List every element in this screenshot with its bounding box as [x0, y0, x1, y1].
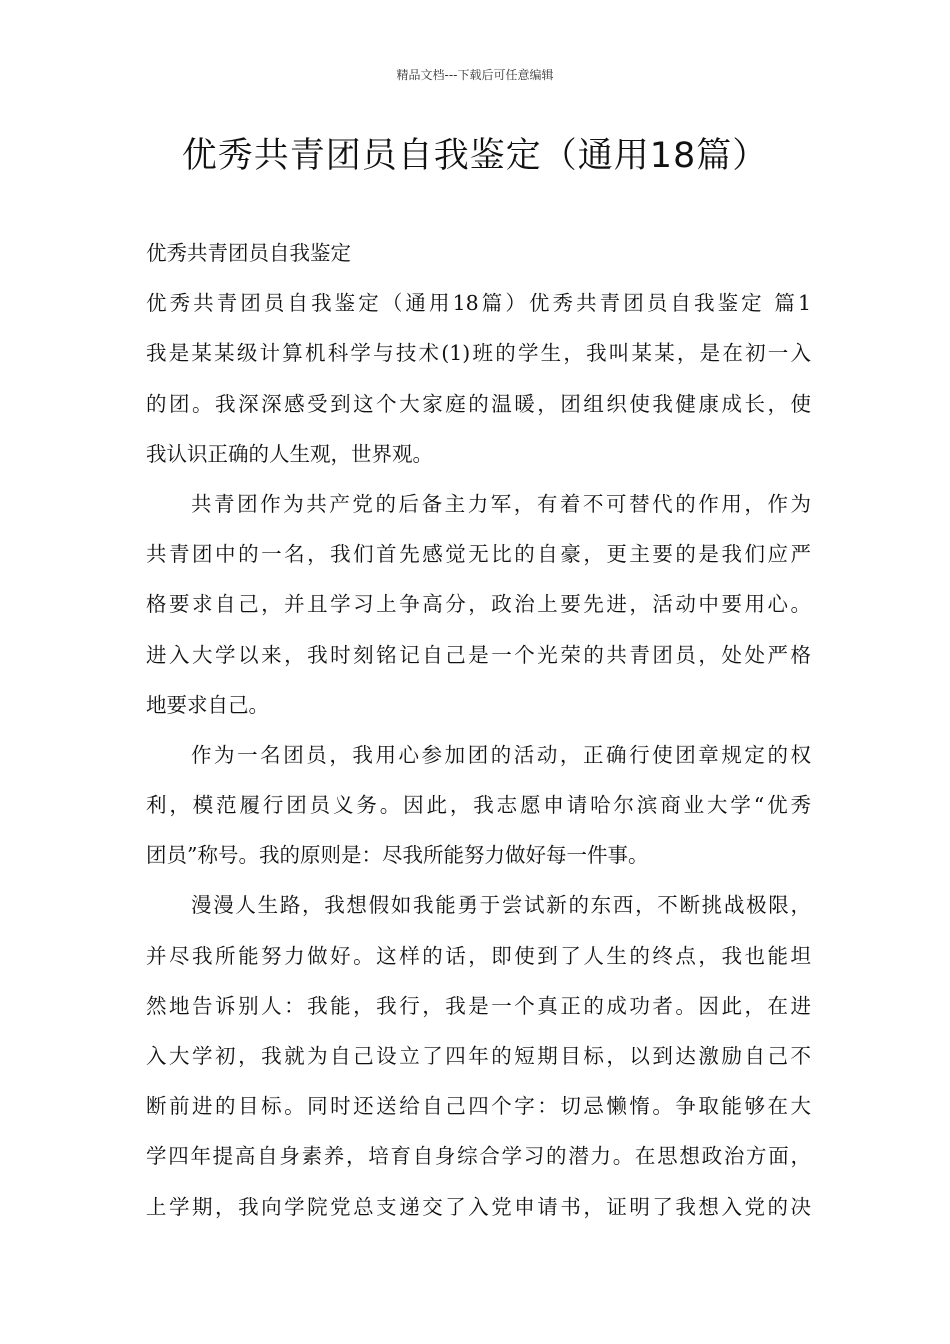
text-line: 断前进的目标。同时还送给自己四个字：切忌懒惰。争取能够在大 — [146, 1094, 811, 1119]
text-line: 共青团作为共产党的后备主力军，有着不可替代的作用，作为 — [191, 491, 811, 516]
text-line: 进入大学以来，我时刻铭记自己是一个光荣的共青团员，处处严格 — [146, 642, 811, 667]
text-line: 优秀共青团员自我鉴定（通用18篇）优秀共青团员自我鉴定 篇1 — [146, 291, 811, 316]
document-body — [146, 228, 811, 1232]
text-line: 共青团中的一名，我们首先感觉无比的自豪，更主要的是我们应严 — [146, 542, 811, 567]
page-header: 精品文档---下载后可任意编辑 — [396, 68, 554, 82]
text-line: 然地告诉别人：我能，我行，我是一个真正的成功者。因此，在进 — [146, 993, 811, 1018]
text-line: 团员”称号。我的原则是：尽我所能努力做好每一件事。 — [146, 843, 649, 868]
text-line: 地要求自己。 — [146, 692, 269, 717]
text-line: 我认识正确的人生观，世界观。 — [146, 441, 433, 466]
text-line: 学四年提高自身素养，培育自身综合学习的潜力。在思想政治方面， — [146, 1144, 811, 1169]
text-line: 利，模范履行团员义务。因此，我志愿申请哈尔滨商业大学“优秀 — [146, 793, 811, 818]
text-line: 上学期，我向学院党总支递交了入党申请书，证明了我想入党的决 — [146, 1194, 811, 1219]
text-line: 漫漫人生路，我想假如我能勇于尝试新的东西，不断挑战极限， — [191, 893, 811, 918]
text-line: 入大学初，我就为自己设立了四年的短期目标，以到达激励自己不 — [146, 1044, 811, 1068]
text-line: 作为一名团员，我用心参加团的活动，正确行使团章规定的权 — [191, 742, 811, 767]
text-line: 并尽我所能努力做好。这样的话，即使到了人生的终点，我也能坦 — [146, 943, 811, 968]
text-line: 格要求自己，并且学习上争高分，政治上要先进，活动中要用心。 — [146, 592, 811, 617]
document-title: 优秀共青团员自我鉴定（通用18篇） — [181, 136, 769, 176]
text-line: 我是某某级计算机科学与技术(1)班的学生，我叫某某，是在初一入 — [146, 341, 811, 366]
text-line: 的团。我深深感受到这个大家庭的温暖，团组织使我健康成长，使 — [146, 391, 811, 416]
text-line: 优秀共青团员自我鉴定 — [146, 241, 351, 265]
